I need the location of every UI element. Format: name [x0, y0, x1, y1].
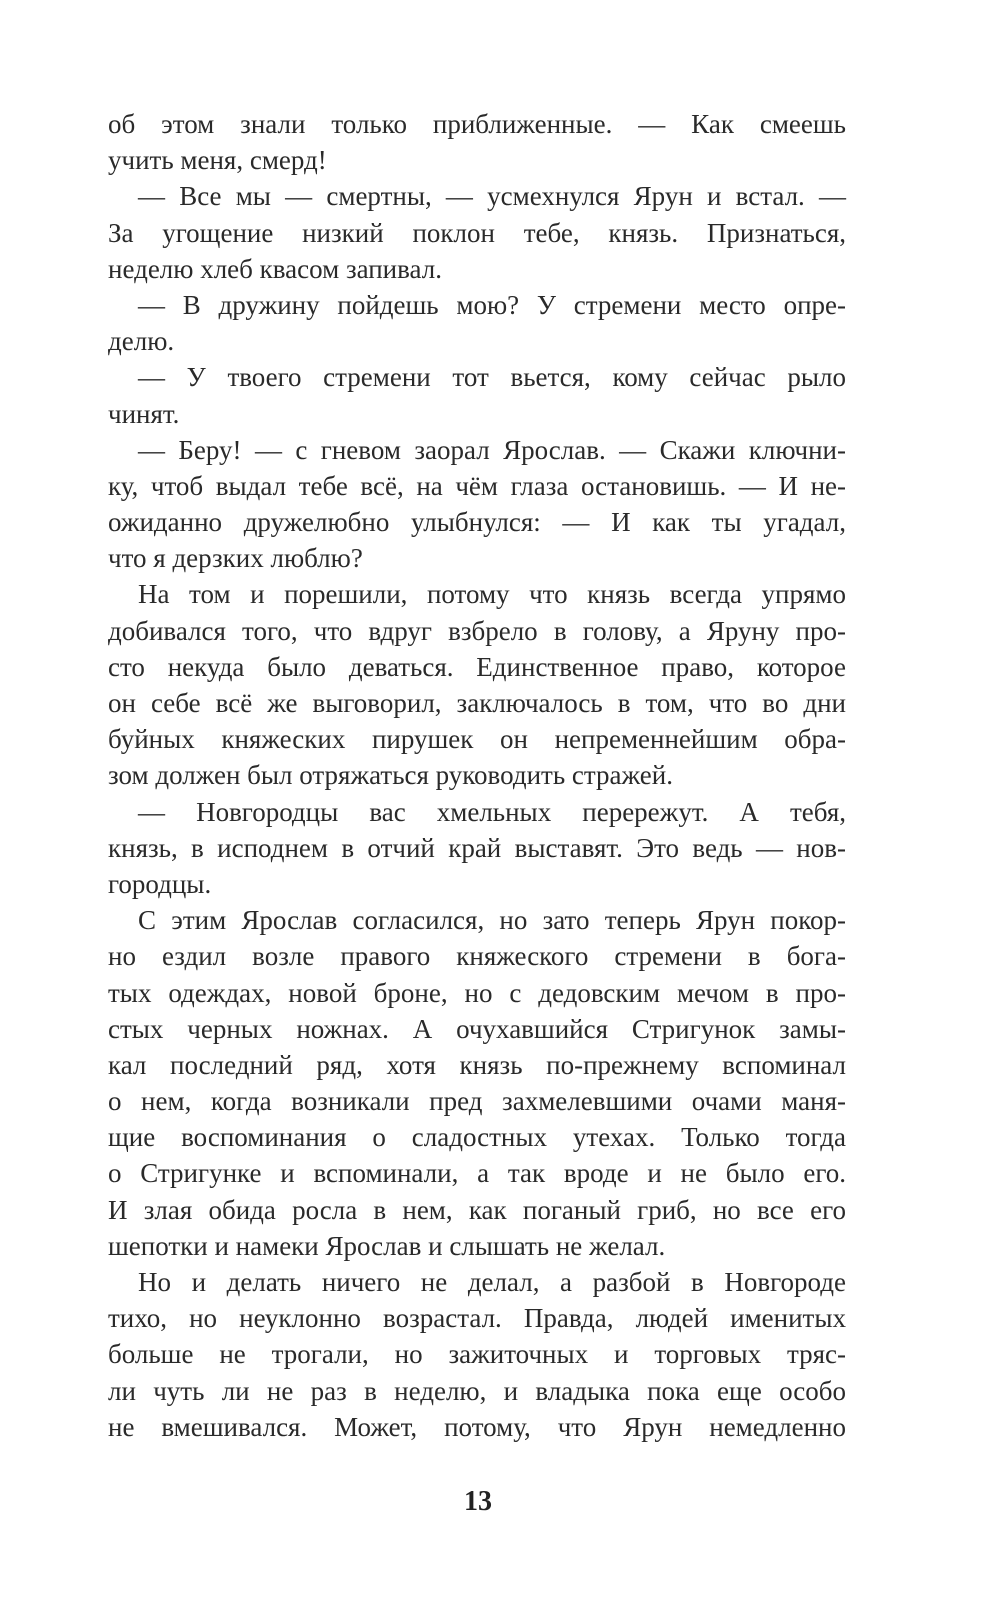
paragraph	[108, 1264, 846, 1445]
text-line: И злая обида росла в нем, как поганый гриб, но все его	[108, 1194, 846, 1225]
text-line: князь, в исподнем в отчий край выставят. Это ведь — нов-	[108, 832, 846, 863]
page-number: 13	[464, 1486, 492, 1517]
text-line: он себе всё же выговорил, заключалось в том, что во дни	[108, 688, 846, 718]
paragraph	[108, 178, 846, 287]
text-line: — У твоего стремени тот вьется, кому сейчас рыло	[138, 362, 846, 393]
text-line: ли чуть ли не раз в неделю, и владыка пока еще особо	[108, 1375, 846, 1406]
paragraph	[108, 576, 846, 793]
text-line: городцы.	[108, 868, 212, 899]
text-line: щие воспоминания о сладостных утехах. Только тогда	[108, 1122, 846, 1153]
text-line: тихо, но неуклонно возрастал. Правда, людей именитых	[108, 1303, 846, 1334]
text-line: чинят.	[108, 398, 180, 429]
text-line: что я дерзких люблю?	[108, 543, 363, 574]
text-line: о Стригунке и вспоминали, а так вроде и не было его.	[108, 1158, 846, 1189]
text-line: сто некуда было деваться. Единственное право, которое	[108, 651, 846, 682]
text-line: — Новгородцы вас хмельных перережут. А тебя,	[138, 796, 846, 827]
paragraph	[108, 106, 846, 178]
text-line: не вмешивался. Может, потому, что Ярун немедленно	[108, 1411, 846, 1442]
text-line: буйных княжеских пирушек он непременнейшим обра-	[108, 724, 846, 755]
text-line: об этом знали только приближенные. — Как смеешь	[108, 109, 846, 139]
paragraph	[108, 287, 846, 359]
text-line: добивался того, что вдруг взбрело в голову, а Яруну про-	[108, 615, 846, 646]
text-line: кал последний ряд, хотя князь по-прежнему вспоминал	[108, 1049, 846, 1080]
text-line: — В дружину пойдешь мою? У стремени место опре-	[138, 289, 846, 320]
text-line: стых черных ножнах. А очухавшийся Стригунок замы-	[108, 1013, 846, 1044]
text-line: делю.	[108, 326, 175, 357]
text-line: С этим Ярослав согласился, но зато теперь Ярун покор-	[138, 905, 846, 936]
text-line: зом должен был отряжаться руководить стражей.	[108, 760, 673, 791]
text-line: больше не трогали, но зажиточных и торговых тряс-	[108, 1339, 846, 1370]
text-line: Но и делать ничего не делал, а разбой в Новгороде	[138, 1267, 846, 1297]
body-text	[108, 106, 846, 1445]
text-line: — Беру! — с гневом заорал Ярослав. — Скажи ключни-	[138, 434, 846, 465]
paragraph	[108, 794, 846, 903]
text-line: неделю хлеб квасом запивал.	[108, 253, 442, 284]
paragraph	[108, 359, 846, 431]
paragraph	[108, 902, 846, 1264]
text-line: тых одеждах, новой броне, но с дедовским мечом в про-	[108, 977, 846, 1008]
text-line: о нем, когда возникали пред захмелевшими очами маня-	[108, 1086, 846, 1117]
text-line: ожиданно дружелюбно улыбнулся: — И как ты угадал,	[108, 507, 846, 538]
paragraph	[108, 432, 846, 577]
text-line: На том и порешили, потому что князь всегда упрямо	[138, 579, 846, 610]
text-line: но ездил возле правого княжеского стремени в бога-	[108, 941, 846, 972]
text-line: ку, чтоб выдал тебе всё, на чём глаза остановишь. — И не-	[108, 470, 846, 501]
text-line: учить меня, смерд!	[108, 145, 327, 176]
text-line: — Все мы — смертны, — усмехнулся Ярун и встал. —	[138, 181, 846, 212]
text-line: шепотки и намеки Ярослав и слышать не желал.	[108, 1230, 666, 1261]
text-line: За угощение низкий поклон тебе, князь. Признаться,	[108, 217, 846, 248]
